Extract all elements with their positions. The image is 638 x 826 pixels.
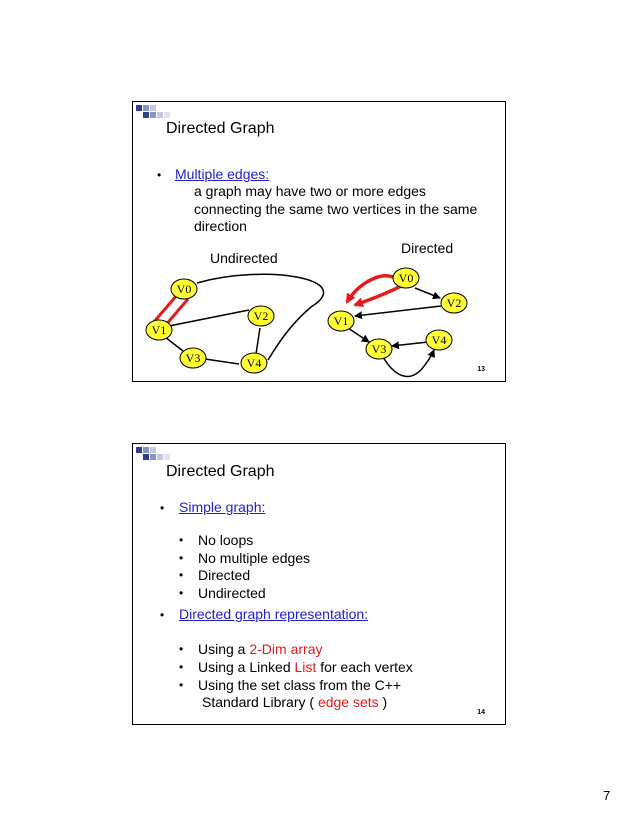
undirected-vertex-v4 xyxy=(241,353,267,373)
simple-graph-item-3: Directed xyxy=(198,567,251,583)
sub-bullet-dot: • xyxy=(179,551,184,565)
bullet-dot: • xyxy=(160,608,165,622)
undirected-vertices xyxy=(146,279,274,373)
graph-diagrams xyxy=(133,102,505,381)
sub-bullet-dot: • xyxy=(179,568,184,582)
bullet-dot: • xyxy=(160,501,165,515)
svg-text:V2: V2 xyxy=(253,309,269,323)
document-page-number: 7 xyxy=(603,788,611,803)
undirected-vertex-v3 xyxy=(180,348,206,368)
svg-text:V4: V4 xyxy=(246,356,262,370)
representation-item-3-line-2 xyxy=(202,694,387,711)
item1-highlight: 2-Dim array xyxy=(249,641,323,657)
slide-14 xyxy=(132,443,506,725)
item3-prefix: Standard Library ( xyxy=(202,694,318,710)
bullet-heading-multiple-edges: Multiple edges: xyxy=(175,166,270,182)
item3-highlight: edge sets xyxy=(317,694,379,710)
item2-prefix: Using a Linked xyxy=(198,659,295,675)
edge-v2-v4 xyxy=(256,328,260,354)
edge-v3-v4 xyxy=(205,359,239,364)
edge-v1-v2 xyxy=(169,310,249,326)
sub-bullet-dot: • xyxy=(179,533,184,547)
directed-vertex-v0 xyxy=(393,268,419,288)
slide-number: 14 xyxy=(477,709,485,716)
sub-bullet-dot: • xyxy=(179,586,184,600)
svg-text:V4: V4 xyxy=(431,333,447,347)
item1-prefix: Using a xyxy=(198,641,250,657)
item2-suffix: for each vertex xyxy=(316,659,413,675)
edge-v0-to-v1-b xyxy=(355,286,401,305)
edge-v0-to-v2 xyxy=(415,288,440,298)
svg-text:V3: V3 xyxy=(185,351,201,365)
item2-highlight: List xyxy=(294,659,317,675)
representation-item-3-line-1: Using the set class from the C++ xyxy=(198,677,402,693)
undirected-vertex-v0 xyxy=(171,279,197,299)
directed-vertex-v4 xyxy=(426,330,452,350)
slide-number: 13 xyxy=(477,366,485,373)
bullet-dot: • xyxy=(157,168,162,182)
edge-v4-to-v3 xyxy=(392,342,428,346)
svg-text:V1: V1 xyxy=(333,314,349,328)
undirected-vertex-v2 xyxy=(248,306,274,326)
sub-bullet-dot: • xyxy=(179,642,184,656)
bullet-text-line-2: connecting the same two vertices in the same xyxy=(194,201,478,217)
simple-graph-item-2: No multiple edges xyxy=(198,550,311,566)
simple-graph-item-4: Undirected xyxy=(198,585,266,601)
simple-graph-item-1: No loops xyxy=(198,532,254,548)
bullet-heading-representation: Directed graph representation: xyxy=(179,606,369,622)
svg-text:V2: V2 xyxy=(446,296,462,310)
bullet-text-line-3: direction xyxy=(194,218,247,234)
undirected-label: Undirected xyxy=(210,250,278,266)
directed-edges xyxy=(347,276,441,377)
undirected-vertex-v1 xyxy=(146,320,172,340)
directed-vertex-v3 xyxy=(366,339,392,359)
item3-suffix: ) xyxy=(378,694,388,710)
bullet-text-line-1: a graph may have two or more edges xyxy=(194,183,426,199)
slide-13 xyxy=(132,101,506,382)
slide-title: Directed Graph xyxy=(166,463,275,480)
edge-v1-to-v3 xyxy=(348,328,369,342)
representation-item-1 xyxy=(198,641,322,658)
svg-text:V1: V1 xyxy=(151,323,167,337)
svg-text:V3: V3 xyxy=(371,342,387,356)
sub-bullet-dot: • xyxy=(179,660,184,674)
directed-label: Directed xyxy=(401,240,454,256)
edge-v2-to-v1 xyxy=(355,306,441,316)
sub-bullet-dot: • xyxy=(179,678,184,692)
bullet-heading-simple-graph: Simple graph: xyxy=(179,499,266,515)
directed-vertex-v2 xyxy=(441,293,467,313)
svg-text:V0: V0 xyxy=(176,282,192,296)
edge-v0-v1-a xyxy=(153,295,177,323)
svg-text:V0: V0 xyxy=(398,271,414,285)
representation-item-2 xyxy=(198,659,413,676)
edge-v1-v3 xyxy=(165,337,183,351)
slide-corner-decoration xyxy=(136,447,172,461)
directed-vertex-v1 xyxy=(328,311,354,331)
slide-title: Directed Graph xyxy=(166,120,275,137)
